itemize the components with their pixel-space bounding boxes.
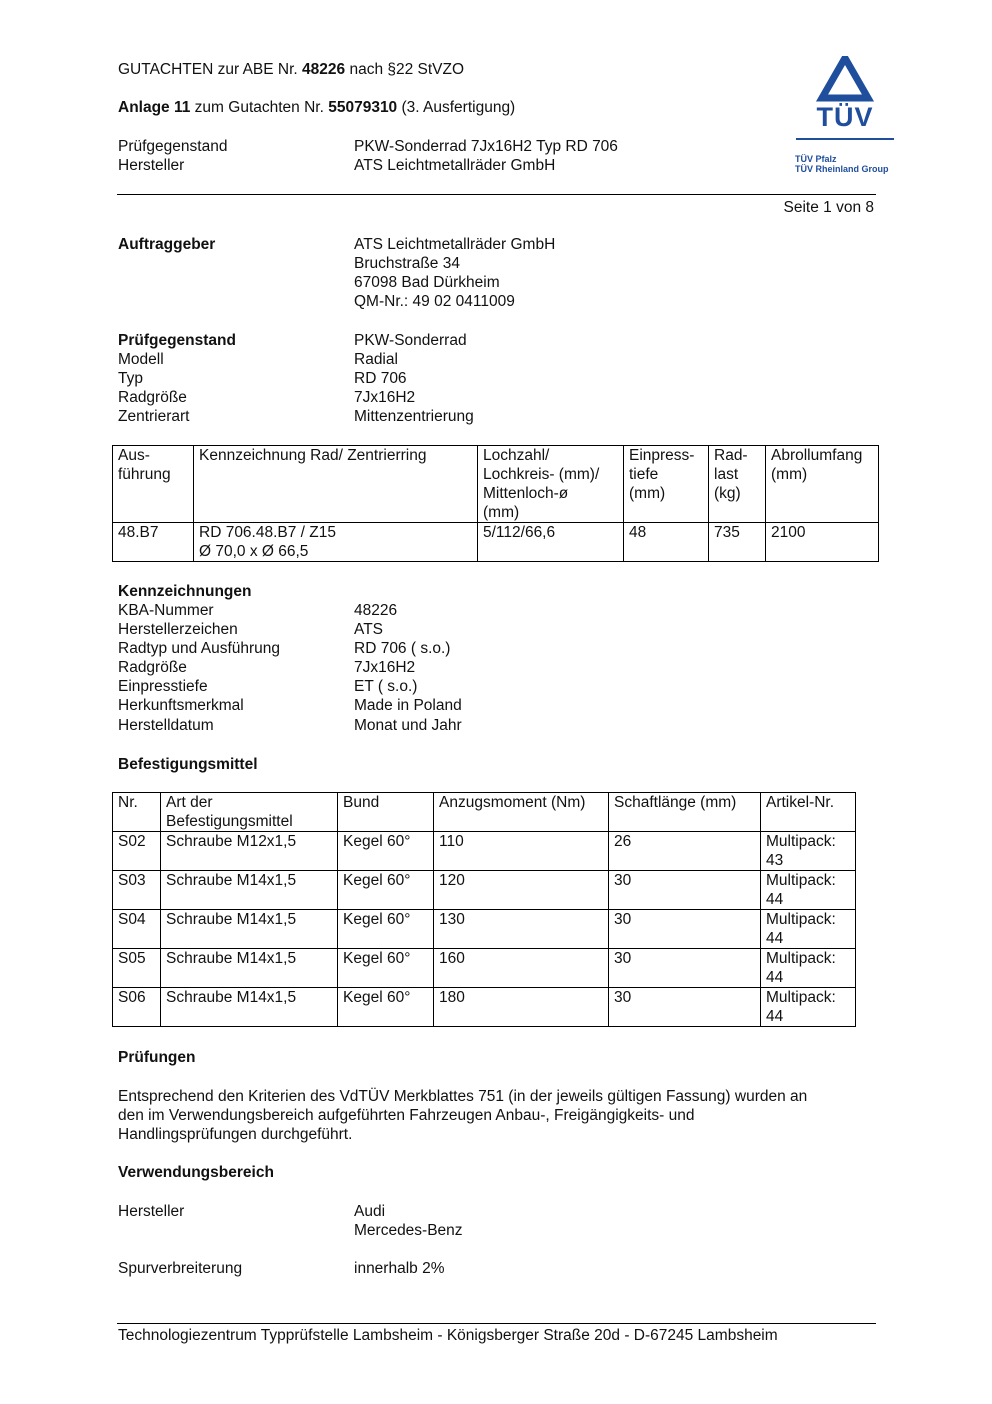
- ausfuehrung-cell: Lochzahl/ Lochkreis- (mm)/ Mittenloch-ø (mm): [478, 446, 624, 523]
- pruef-value-2: RD 706: [354, 370, 407, 387]
- befestigung-cell: Schraube M12x1,5: [161, 832, 338, 871]
- kennz-label-6: Herstelldatum: [118, 717, 214, 734]
- befestigung-cell: Kegel 60°: [338, 988, 434, 1027]
- gutachten-number: 55079310: [328, 99, 398, 116]
- kennz-value-2: RD 706 ( s.o.): [354, 640, 451, 657]
- befestigung-cell: Artikel-Nr.: [761, 793, 856, 832]
- befestigung-cell: Schraube M14x1,5: [161, 949, 338, 988]
- pruef-label-3: Radgröße: [118, 389, 187, 406]
- kennz-label-5: Herkunftsmerkmal: [118, 697, 244, 714]
- befestigung-cell: Schraube M14x1,5: [161, 988, 338, 1027]
- auftraggeber-address: ATS Leichtmetallräder GmbH Bruchstraße 34 67098 Bad Dürkheim QM-Nr.: 49 02 0411009: [354, 236, 556, 310]
- befestigung-cell: Schraube M14x1,5: [161, 871, 338, 910]
- kennz-value-1: ATS: [354, 621, 383, 638]
- kennz-value-3: 7Jx16H2: [354, 659, 416, 676]
- tuev-wordmark: TÜV: [816, 102, 874, 132]
- pruef-value-0: PKW-Sonderrad: [354, 332, 467, 349]
- befestigung-cell: Kegel 60°: [338, 871, 434, 910]
- befestigung-table: [112, 792, 856, 1027]
- befestigung-cell: Multipack: 44: [761, 949, 856, 988]
- befestigung-cell: Kegel 60°: [338, 949, 434, 988]
- ausfuehrung-cell: Einpress- tiefe (mm): [624, 446, 709, 523]
- tuev-sub1: TÜV Pfalz: [795, 154, 837, 164]
- ausfuehrung-cell: Abrollumfang (mm): [766, 446, 879, 523]
- ausfuehrung-row: [113, 523, 879, 562]
- kennzeichnungen-title: Kennzeichnungen: [118, 583, 252, 600]
- header-pruef-value: PKW-Sonderrad 7Jx16H2 Typ RD 706: [354, 138, 618, 155]
- befestigung-cell: Kegel 60°: [338, 910, 434, 949]
- befestigung-cell: Kegel 60°: [338, 832, 434, 871]
- verwendungsbereich-title: Verwendungsbereich: [118, 1164, 274, 1181]
- auftraggeber-label: Auftraggeber: [118, 236, 216, 253]
- kennz-label-0: KBA-Nummer: [118, 602, 214, 619]
- befestigung-cell: Schaftlänge (mm): [609, 793, 761, 832]
- ausfuehrung-cell: Rad- last (kg): [709, 446, 766, 523]
- page-number: Seite 1 von 8: [783, 199, 874, 216]
- ausfuehrung-cell: Kennzeichnung Rad/ Zentrierring: [194, 446, 478, 523]
- befestigung-cell: 160: [434, 949, 609, 988]
- befestigung-row: [113, 988, 856, 1027]
- befestigung-row: [113, 910, 856, 949]
- spurverbreiterung-label: Spurverbreiterung: [118, 1260, 243, 1277]
- footer-address: Technologiezentrum Typprüfstelle Lambsheim - Königsberger Straße 20d - D-67245 Lambsheim: [118, 1327, 778, 1344]
- ausfuehrung-cell: 48: [624, 523, 709, 562]
- befestigung-cell: S03: [113, 871, 161, 910]
- ausfuehrung-header-row: [113, 446, 879, 523]
- header-pruef-label: Prüfgegenstand: [118, 138, 228, 155]
- befestigung-cell: Nr.: [113, 793, 161, 832]
- befestigung-cell: S02: [113, 832, 161, 871]
- befestigung-cell: Anzugsmoment (Nm): [434, 793, 609, 832]
- befestigung-cell: S05: [113, 949, 161, 988]
- pruef-value-4: Mittenzentrierung: [354, 408, 474, 425]
- footer-divider: [117, 1323, 876, 1324]
- befestigung-cell: Multipack: 44: [761, 910, 856, 949]
- ausfuehrung-cell: 2100: [766, 523, 879, 562]
- befestigung-cell: 30: [609, 949, 761, 988]
- befestigung-row: [113, 871, 856, 910]
- spurverbreiterung-value: innerhalb 2%: [354, 1260, 445, 1277]
- befestigung-cell: 130: [434, 910, 609, 949]
- befestigung-cell: 180: [434, 988, 609, 1027]
- befestigung-cell: Multipack: 44: [761, 988, 856, 1027]
- header-hersteller-label: Hersteller: [118, 157, 185, 174]
- pruef-label-0: Prüfgegenstand: [118, 332, 236, 349]
- kennz-label-4: Einpresstiefe: [118, 678, 208, 695]
- befestigung-header-row: [113, 793, 856, 832]
- befestigung-cell: Art der Befestigungsmittel: [161, 793, 338, 832]
- befestigung-cell: Bund: [338, 793, 434, 832]
- pruefungen-title: Prüfungen: [118, 1049, 196, 1066]
- befestigung-cell: S06: [113, 988, 161, 1027]
- kennz-value-0: 48226: [354, 602, 398, 619]
- document-title: GUTACHTEN zur ABE Nr. 48226 nach §22 StVZO: [118, 61, 465, 78]
- verwendung-hersteller-values: Audi Mercedes-Benz: [354, 1203, 463, 1239]
- abe-number: 48226: [302, 61, 346, 78]
- tuev-logo: [794, 56, 896, 178]
- befestigung-cell: 110: [434, 832, 609, 871]
- kennz-label-2: Radtyp und Ausführung: [118, 640, 281, 657]
- befestigung-cell: Multipack: 43: [761, 832, 856, 871]
- header-divider: [117, 194, 876, 195]
- anlage-line: Anlage 11 zum Gutachten Nr. 55079310 (3. Ausfertigung): [118, 99, 516, 116]
- ausfuehrung-table: [112, 445, 879, 562]
- kennz-value-5: Made in Poland: [354, 697, 462, 714]
- kennz-value-6: Monat und Jahr: [354, 717, 462, 734]
- befestigung-cell: 30: [609, 988, 761, 1027]
- ausfuehrung-cell: 5/112/66,6: [478, 523, 624, 562]
- befestigung-cell: S04: [113, 910, 161, 949]
- befestigung-cell: Schraube M14x1,5: [161, 910, 338, 949]
- befestigung-row: [113, 832, 856, 871]
- ausfuehrung-cell: Aus- führung: [113, 446, 194, 523]
- pruef-value-3: 7Jx16H2: [354, 389, 416, 406]
- pruefungen-text: Entsprechend den Kriterien des VdTÜV Merkblattes 751 (in der jeweils gültigen Fassung) wurden an den im Verwendungsbereich aufgeführten Fahrzeugen Anbau-, Freigängigkeits- und Handlingsprüfungen durchgeführt.: [118, 1088, 808, 1143]
- ausfuehrung-cell: 48.B7: [113, 523, 194, 562]
- befestigung-title: Befestigungsmittel: [118, 756, 258, 773]
- befestigung-row: [113, 949, 856, 988]
- befestigung-cell: 30: [609, 910, 761, 949]
- tuev-sub2: TÜV Rheinland Group: [795, 164, 889, 174]
- pruef-label-1: Modell: [118, 351, 164, 368]
- pruef-value-1: Radial: [354, 351, 398, 368]
- befestigung-cell: 26: [609, 832, 761, 871]
- verwendung-hersteller-label: Hersteller: [118, 1203, 185, 1220]
- ausfuehrung-cell: 735: [709, 523, 766, 562]
- kennz-value-4: ET ( s.o.): [354, 678, 418, 695]
- kennz-label-3: Radgröße: [118, 659, 187, 676]
- befestigung-cell: 30: [609, 871, 761, 910]
- befestigung-cell: 120: [434, 871, 609, 910]
- befestigung-cell: Multipack: 44: [761, 871, 856, 910]
- ausfuehrung-cell: RD 706.48.B7 / Z15 Ø 70,0 x Ø 66,5: [194, 523, 478, 562]
- pruef-label-2: Typ: [118, 370, 143, 387]
- pruef-label-4: Zentrierart: [118, 408, 190, 425]
- header-hersteller-value: ATS Leichtmetallräder GmbH: [354, 157, 556, 174]
- kennz-label-1: Herstellerzeichen: [118, 621, 238, 638]
